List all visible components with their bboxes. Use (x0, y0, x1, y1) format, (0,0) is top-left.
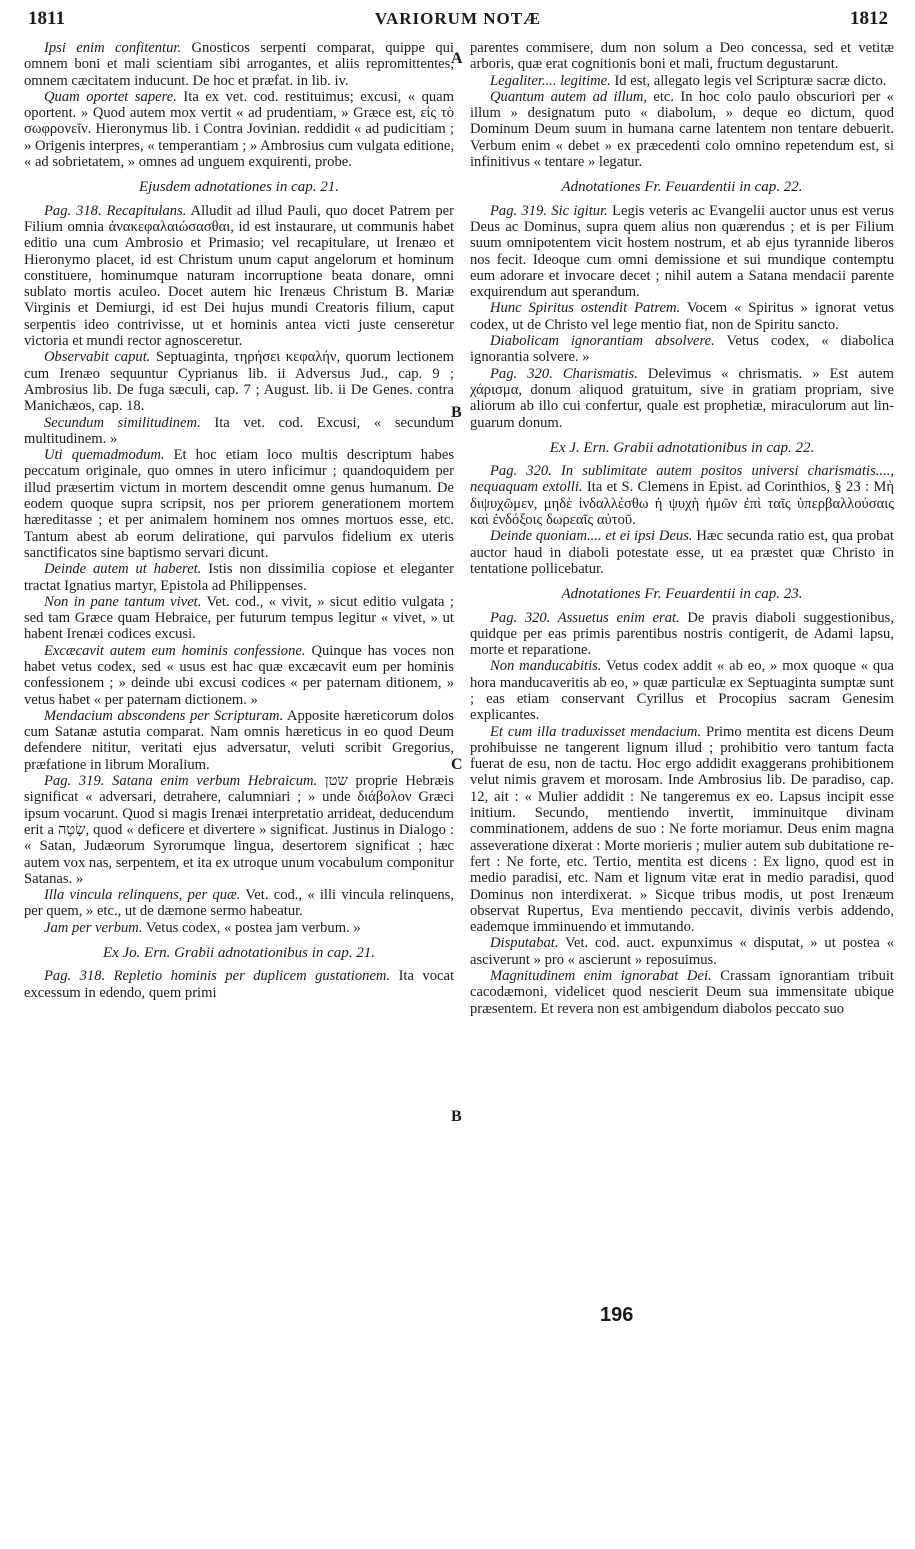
running-title: VARIORUM NOTÆ (374, 9, 542, 28)
note-lemma: Pag. 320. In sublimitate autem positos universi charismatis...., nequaquam extolli. (470, 463, 894, 496)
note-text: Alludit ad illud Pauli, quo docet Patrem per Filium omnia ἀνακεφαλαιώσασθαι, id est instaurare, ut communis habet editio una cum Ambrosio et Primasio; vel recapitulare, ut Irenæo et Hieronymo placet, id est Christum unum caput angelorum et hominum constituere, hominumque naturam incorruptione beata donare, omni sublato mortis aculeo. Docet autem hic Irenæus Christum B. Mariæ Virginis et Demiurgi, id est Dei hujus mundi Creatoris filium, caput serpentis ideo contrivisse, ut et hominis antea victi juste censeretur victoria et mundi rector agnosceretur. (24, 202, 454, 350)
note-lemma: Secundum similitudinem. (44, 414, 201, 431)
section-heading: Adnotationes Fr. Feuardentii in cap. 23. (561, 586, 803, 603)
note-text: Id est, allegato legis vel Scripturæ sacræ dicto. (610, 72, 887, 89)
note-lemma: Legaliter.... legitime. (490, 72, 611, 89)
note-lemma: Disputabat. (490, 935, 559, 952)
note-paragraph (470, 610, 894, 659)
note-text: שטן proprie Hebræis significat « adversari, detrahere, calumniari ; » unde διάβολον Græci ipsum vocarunt. Quod si magis Irenæi interpretatio arrideat, deducendum erit a שָׂטָה, quod « deficere et divertere » significat. Justinus in Dialogo : « Satan, Judæorum Syrorumque lingua, desertorem significat ; hæc autem vox nas, serpentem, et ita ex utroque unum vocabulum componitur Satanas. » (24, 773, 454, 887)
note-lemma: Observabit caput. (44, 349, 151, 366)
note-text: Delevimus « chrismatis. » Est autem χάρισμα, donum aliquod gratuitum, sive in gratiam propriam, sive aliorum ab illo cui confertur, quale est prophetiæ, miraculorum aut linguarum donum. (470, 365, 894, 431)
note-lemma: Pag. 318. Repletio hominis per duplicem gustationem. (44, 968, 391, 985)
note-lemma: Pag. 320. Assuetus enim erat. (490, 609, 680, 626)
note-text: Vet. cod., « illi vincula relinquens, per quem, » etc., ut de dæmone sermo habeatur. (24, 887, 454, 920)
note-text: Istis non dissimilia copiose et eleganter tractat Ignatius martyr, Epistola ad Philippenses. (24, 561, 454, 594)
note-text: Ita et S. Clemens in Epist. ad Corinthios, § 23 : Μὴ διψυχῶμεν, μηδὲ ἰνδαλλέσθω ἡ ψυχὴ ἡμῶν ἐπὶ ταῖς ὑπερβαλλούσαις καὶ ἐνδόξοις δωρεαῖς αὐτοῦ. (470, 479, 894, 529)
note-paragraph (24, 887, 454, 920)
note-paragraph (24, 920, 454, 936)
note-paragraph (470, 203, 894, 301)
note-text: Crassam ignorantiam tribuit cacodæmoni, videlicet quod nescierit Deum sua immensitate ubique præsentem. Et revera non est ambigendum diabolos peccato suo (470, 968, 894, 1017)
note-text: Ita vocat excessum in edendo, quem primi (24, 968, 454, 1001)
note-text: Quinque has voces non habet vetus codex, sed « usus est hac quæ excæcavit eum per hominis confessionem ; » deinde ubi excusi codices « per paternam ditionem, » vetus habet « per paternam dictionem. » (24, 642, 454, 708)
note-text: Ita vet. cod. Excusi, « secundum multitudinem. » (24, 414, 454, 447)
note-paragraph (24, 415, 454, 448)
section-heading: Ex Jo. Ern. Grabii adnotationibus in cap. 21. (102, 945, 376, 962)
note-lemma: Non manducabitis. (490, 658, 602, 675)
note-paragraph (24, 968, 454, 1001)
note-lemma: Quam oportet sapere. (44, 88, 177, 105)
note-lemma: Jam per verbum. (44, 919, 143, 936)
note-lemma: Non in pane tantum vivet. (44, 593, 202, 610)
note-lemma: Pag. 320. Charismatis. (490, 365, 638, 382)
note-lemma: Deinde autem ut haberet. (44, 561, 202, 578)
note-text: Vocem « Spiritus » ignorat vetus codex, ut de Christo vel lege mentio fiat, non de Spiritu sancto. (470, 300, 894, 333)
note-text: Ita ex vet. cod. restituimus; excusi, « quam oportent. » Quod autem mox vertit « ad prudentiam, » Græce est, εἰς τὸ σωφρονεῖν. Hieronymus lib. i Contra Jovinian. reddidit « ad pudicitiam ; » Origenis interpres, « temperantiam ; » Ambrosius cum vulgata editione, « ad sobrietatem, » omnes ad unguem exquirenti, probe. (24, 88, 454, 171)
note-paragraph (24, 643, 454, 708)
note-text: Legis veteris ac Evangelii auctor unus est verus Deus ac Dominus, supra quem alius non quærendus ; et is per Filium suum omnipotentem vicit hostem nostrum, et ab ejus tyrannide liberos nos fecit. Ideoque cum omni demissione et sui mundique contemptu eum adorare et invocare decet ; nihil autem a Satana mendacii parente exquirendum aut sperandum. (470, 202, 894, 301)
note-text: Septuaginta, τηρήσει κεφαλήν, quorum lectionem cum Irenæo sequuntur Cyprianus lib. ii Adversus Jud., cap. 9 ; Ambrosius lib. De fuga sæculi, cap. 7 ; August. lib. ii De Genes. contra Manichæos, cap. 18. (24, 349, 454, 415)
note-lemma: Uti quemadmodum. (44, 447, 165, 464)
section-heading: Adnotationes Fr. Feuardentii in cap. 22. (561, 179, 803, 196)
note-paragraph (470, 528, 894, 577)
note-lemma: Quantum autem ad illum, (490, 88, 648, 105)
note-lemma: Pag. 318. Recapitulans. (44, 202, 187, 219)
note-paragraph (24, 89, 454, 170)
note-paragraph (24, 349, 454, 414)
note-paragraph (24, 708, 454, 773)
note-paragraph (470, 463, 894, 528)
note-lemma: Magnitudinem enim ignorabat Dei. (490, 968, 712, 985)
note-text: Vet. cod., « vivit, » sicut editio vulgata ; sed tam Græce quam Hebraice, per futurum tempus legitur « vivet, » ut habent Irenæi codices excusi. (24, 593, 454, 643)
note-paragraph (24, 203, 454, 350)
note-text: Vetus codex addit « ab eo, » mox quoque « qua hora manducaveritis ab eo, » quæ particulæ ex Septuaginta sumptæ sunt ; eas etiam conservant Cyrillus et Procopius sacram Genesim explicantes. (470, 658, 895, 724)
right-column (470, 40, 894, 1017)
note-lemma: Excæcavit autem eum hominis confessione. (44, 642, 306, 659)
note-paragraph (470, 300, 894, 333)
note-paragraph (24, 773, 454, 887)
note-text: Vetus codex, « diabolica ignorantia solvere. » (470, 333, 894, 366)
note-paragraph (24, 561, 454, 594)
note-lemma: Et cum illa traduxisset mendacium. (490, 723, 702, 740)
section-heading: Ex J. Ern. Grabii adnotationibus in cap. 22. (549, 439, 815, 456)
note-text: Hæc secunda ratio est, qua probat auctor haud in diaboli potestate esse, ut ea præstet quæ Christo in tentatione pollicebatur. (470, 528, 894, 577)
section-marker-b2: B (451, 1108, 462, 1125)
note-text: Et hoc etiam loco multis descriptum habes peccatum originale, quo omnes in utero inficimur ; quandoquidem per illud præsertim victum in mortem descendit omne genus humanum. De eodem quoque supra scripsit, nos per priorem generationem mortem hæreditasse ; et per animalem hominem nos omnes mortuos esse, etc. Tantum abest ab eorum deliratione, qui parvulos fidelium ex uteris sanctificatos sine baptismo servari dicunt. (24, 447, 455, 561)
note-text: Vetus codex, « postea jam verbum. » (142, 919, 361, 936)
section-heading: Ejusdem adnotationes in cap. 21. (139, 179, 339, 196)
note-lemma: Ipsi enim confitentur. (44, 40, 182, 56)
note-lemma: Hunc Spiritus ostendit Patrem. (490, 300, 681, 317)
note-paragraph (470, 73, 894, 89)
note-text: etc. In hoc colo paulo obscuriori per « illum » designatum puto « diabolum, » deque eo dictum, quod Dominum Deum suum in humana carne latentem non tentare debuerit. Verbum enim « debet » ex præcedenti colo omnino repetendum est, si infinitivus « tentare » legatur. (470, 88, 894, 171)
page-number-left: 1811 (28, 8, 65, 29)
note-lemma: Deinde quoniam.... et ei ipsi Deus. (490, 528, 693, 545)
note-paragraph (24, 447, 454, 561)
note-lemma: Diabolicam ignorantiam absolvere. (490, 333, 715, 350)
note-paragraph (470, 333, 894, 366)
signature-mark: 196 (600, 1304, 634, 1326)
note-lemma: Pag. 319. Sic igitur. (490, 202, 608, 219)
note-paragraph (470, 935, 894, 968)
note-text: Primo mentita est dicens Deum prohibuisse ne tangerent lignum illud ; prohibitio vero tantum facta fuerat de esu, non de tactu. Hoc ergo addidit exaggerans prohibitionem velut nimis gravem et morosam. Inde Ambrosius lib. De paradiso, cap. 12, ait : « Mulier addidit : Ne tangeremus ex eo. Lapsus incipit esse initium. Secundo, mentiendo invertit, imminuitque divinam comminationem, addens de suo : Ne forte moriamur. Deus enim magna asseveratione dixerat : Morte morieris ; mulier autem sub dubitatione refert : Ne forte, etc. Tertio, mentita est dicens : Ex ligno, quod est in medio paradisi, etc. Nam et lignum vitæ erat in medio paradisi, quod Dominus non interdixerat. » Sicque tribus modis, ut post Irenæum observat Rupertus, Eva mentiendo peccavit, divinis verbis addendo, eademque imminuendo et immutando. (470, 723, 894, 936)
note-paragraph (470, 366, 894, 431)
note-text: Apposite hæreticorum dolos cum Satanæ astutia comparat. Nam omnis hæreticus in eo quod Deum defendere nititur, veritati ejus adversatur, veluti scribit Gregorius, præfatione in librum Moralium. (24, 707, 454, 773)
section-marker-c: C (451, 756, 463, 773)
note-lemma: Pag. 319. Satana enim verbum Hebraicum. (44, 773, 318, 790)
note-paragraph (470, 968, 894, 1017)
note-paragraph (470, 89, 894, 170)
page-header (28, 8, 888, 30)
note-lemma: Illa vincula relinquens, per quæ. (44, 887, 241, 904)
page-number-right: 1812 (850, 8, 888, 29)
section-marker-a: A (451, 50, 463, 67)
section-marker-b: B (451, 404, 462, 421)
note-text: parentes commisere, dum non solum a Deo concessa, sed et vetitæ arboris, quæ erat cognitionis boni et mali, fructum degustarunt. (470, 40, 894, 73)
note-paragraph (470, 724, 894, 936)
note-text: Vet. cod. auct. expunximus « disputat, » ut postea « asciverunt » pro « ascierunt » reposuimus. (470, 935, 894, 968)
note-text: Gnosticos serpenti comparat, quippe qui omnem boni et mali scientiam sibi arrogantes, et aliis repromittentes, omnem cæcitatem inducunt. De hoc et præfat. in lib. iv. (24, 40, 454, 89)
note-lemma: Mendacium abscondens per Scripturam. (44, 707, 284, 724)
note-paragraph (470, 40, 894, 73)
left-column (24, 40, 454, 1001)
note-paragraph (24, 594, 454, 643)
note-paragraph (470, 658, 894, 723)
note-text: De pravis diaboli suggestionibus, quidque per eas primis parentibus nostris contigerit, de Adami lapsu, morte et reparatione. (470, 609, 894, 659)
note-paragraph (24, 40, 454, 89)
